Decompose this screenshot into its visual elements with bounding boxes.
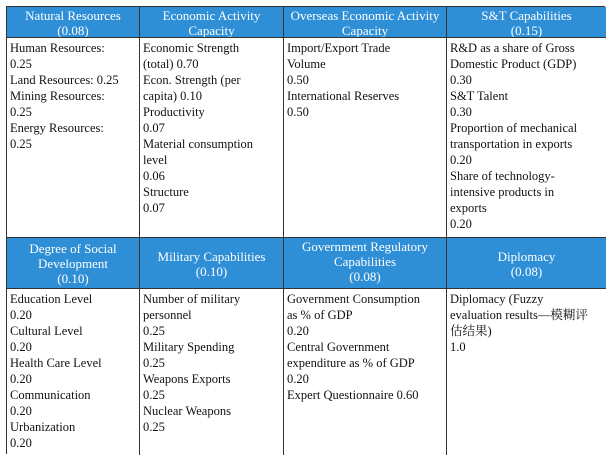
indicator-line: Structure bbox=[143, 185, 189, 199]
category-weight: (0.10) bbox=[57, 271, 89, 286]
indicator-line: as % of GDP bbox=[287, 308, 353, 322]
indicators-diplomacy bbox=[447, 289, 606, 455]
indicator-line: 0.20 bbox=[10, 308, 32, 322]
indicator-line: Domestic Product (GDP) bbox=[450, 57, 577, 71]
indicator-line: capita) 0.10 bbox=[143, 89, 203, 103]
indicators-st-capabilities bbox=[447, 38, 606, 238]
category-weight: (0.08) bbox=[349, 269, 381, 284]
indicator-line: Urbanization bbox=[10, 420, 76, 434]
indicator-line: 0.25 bbox=[10, 137, 32, 151]
indicator-line: 0.20 bbox=[450, 217, 472, 231]
indicator-line: 0.25 bbox=[10, 57, 32, 71]
indicator-line: Economic Strength bbox=[143, 41, 240, 55]
indicator-line: exports bbox=[450, 201, 487, 215]
indicator-line: 0.50 bbox=[287, 105, 309, 119]
indicator-line: evaluation results—模糊评 bbox=[450, 308, 588, 322]
indicator-line: Volume bbox=[287, 57, 326, 71]
indicator-line: Weapons Exports bbox=[143, 372, 231, 386]
indicator-line: R&D as a share of Gross bbox=[450, 41, 575, 55]
indicator-line: intensive products in bbox=[450, 185, 555, 199]
indicator-line: Health Care Level bbox=[10, 356, 102, 370]
indicator-line: 0.20 bbox=[10, 436, 32, 450]
indicators-social-development bbox=[7, 289, 140, 455]
indicator-line: 0.25 bbox=[143, 324, 165, 338]
indicator-line: Mining Resources: bbox=[10, 89, 105, 103]
header-overseas-economic-activity bbox=[284, 7, 447, 38]
indicator-line: Diplomacy (Fuzzy bbox=[450, 292, 544, 306]
indicator-line: Nuclear Weapons bbox=[143, 404, 231, 418]
indicator-line: 1.0 bbox=[450, 340, 466, 354]
indicator-line: transportation in exports bbox=[450, 137, 573, 151]
header-social-development bbox=[7, 238, 140, 289]
indicator-line: Expert Questionnaire 0.60 bbox=[287, 388, 419, 402]
indicator-line: Government Consumption bbox=[287, 292, 420, 306]
category-title: Overseas Economic Activity Capacity bbox=[290, 8, 440, 38]
capability-index-table bbox=[6, 6, 605, 454]
indicator-line: personnel bbox=[143, 308, 192, 322]
header-natural-resources bbox=[7, 7, 140, 38]
category-title: Diplomacy bbox=[497, 248, 556, 264]
indicator-line: Proportion of mechanical bbox=[450, 121, 578, 135]
indicator-line: Productivity bbox=[143, 105, 205, 119]
indicator-line: 0.20 bbox=[10, 372, 32, 386]
indicator-line: Education Level bbox=[10, 292, 93, 306]
indicator-line: 0.20 bbox=[287, 324, 309, 338]
indicator-line: Econ. Strength (per bbox=[143, 73, 241, 87]
indicator-line: 0.30 bbox=[450, 73, 472, 87]
indicator-line: 0.25 bbox=[10, 105, 32, 119]
indicator-line: 0.50 bbox=[287, 73, 309, 87]
indicators-economic-activity-capacity bbox=[140, 38, 284, 238]
indicators-military-capabilities bbox=[140, 289, 284, 455]
indicators-overseas-economic-activity bbox=[284, 38, 447, 238]
header-diplomacy bbox=[447, 238, 606, 289]
indicator-line: (total) 0.70 bbox=[143, 57, 199, 71]
indicator-line: 0.20 bbox=[287, 372, 309, 386]
indicator-line: 0.20 bbox=[450, 153, 472, 167]
indicator-line: 0.30 bbox=[450, 105, 472, 119]
indicator-line: S&T Talent bbox=[450, 89, 509, 103]
indicator-line: Human Resources: bbox=[10, 41, 105, 55]
category-title: Government Regulatory Capabilities bbox=[302, 239, 428, 269]
category-title: Degree of Social Development bbox=[29, 241, 117, 271]
indicator-line: Cultural Level bbox=[10, 324, 83, 338]
header-government-regulatory bbox=[284, 238, 447, 289]
indicator-line: expenditure as % of GDP bbox=[287, 356, 415, 370]
header-st-capabilities bbox=[447, 7, 606, 38]
header-military-capabilities bbox=[140, 238, 284, 289]
category-title: Military Capabilities bbox=[157, 248, 266, 264]
indicator-line: Import/Export Trade bbox=[287, 41, 391, 55]
indicators-government-regulatory bbox=[284, 289, 447, 455]
indicator-line: level bbox=[143, 153, 168, 167]
indicators-natural-resources bbox=[7, 38, 140, 238]
indicator-line: 0.20 bbox=[10, 340, 32, 354]
indicator-line: 0.25 bbox=[143, 356, 165, 370]
category-weight: (0.15) bbox=[510, 23, 543, 38]
category-title: Natural Resources bbox=[25, 8, 121, 23]
indicator-line: 0.06 bbox=[143, 169, 165, 183]
indicator-line: Communication bbox=[10, 388, 91, 402]
indicator-line: Military Spending bbox=[143, 340, 235, 354]
indicator-line: International Reserves bbox=[287, 89, 400, 103]
header-economic-activity-capacity bbox=[140, 7, 284, 38]
indicator-line: 0.07 bbox=[143, 121, 165, 135]
category-weight: (0.08) bbox=[57, 23, 89, 38]
indicator-line: Central Government bbox=[287, 340, 390, 354]
indicator-line: 0.07 bbox=[143, 201, 165, 215]
category-weight: (0.08) bbox=[510, 263, 543, 279]
indicator-line: Land Resources: 0.25 bbox=[10, 73, 119, 87]
indicator-line: Energy Resources: bbox=[10, 121, 104, 135]
category-weight: (0.10) bbox=[195, 263, 228, 279]
indicator-line: Number of military bbox=[143, 292, 241, 306]
indicator-line: Share of technology- bbox=[450, 169, 555, 183]
indicator-line: 0.25 bbox=[143, 420, 165, 434]
indicator-line: 0.25 bbox=[143, 388, 165, 402]
indicator-line: 估结果) bbox=[450, 324, 492, 338]
category-title: Economic Activity Capacity bbox=[162, 8, 261, 38]
category-title: S&T Capabilities bbox=[481, 8, 572, 23]
indicator-line: 0.20 bbox=[10, 404, 32, 418]
indicator-line: Material consumption bbox=[143, 137, 254, 151]
